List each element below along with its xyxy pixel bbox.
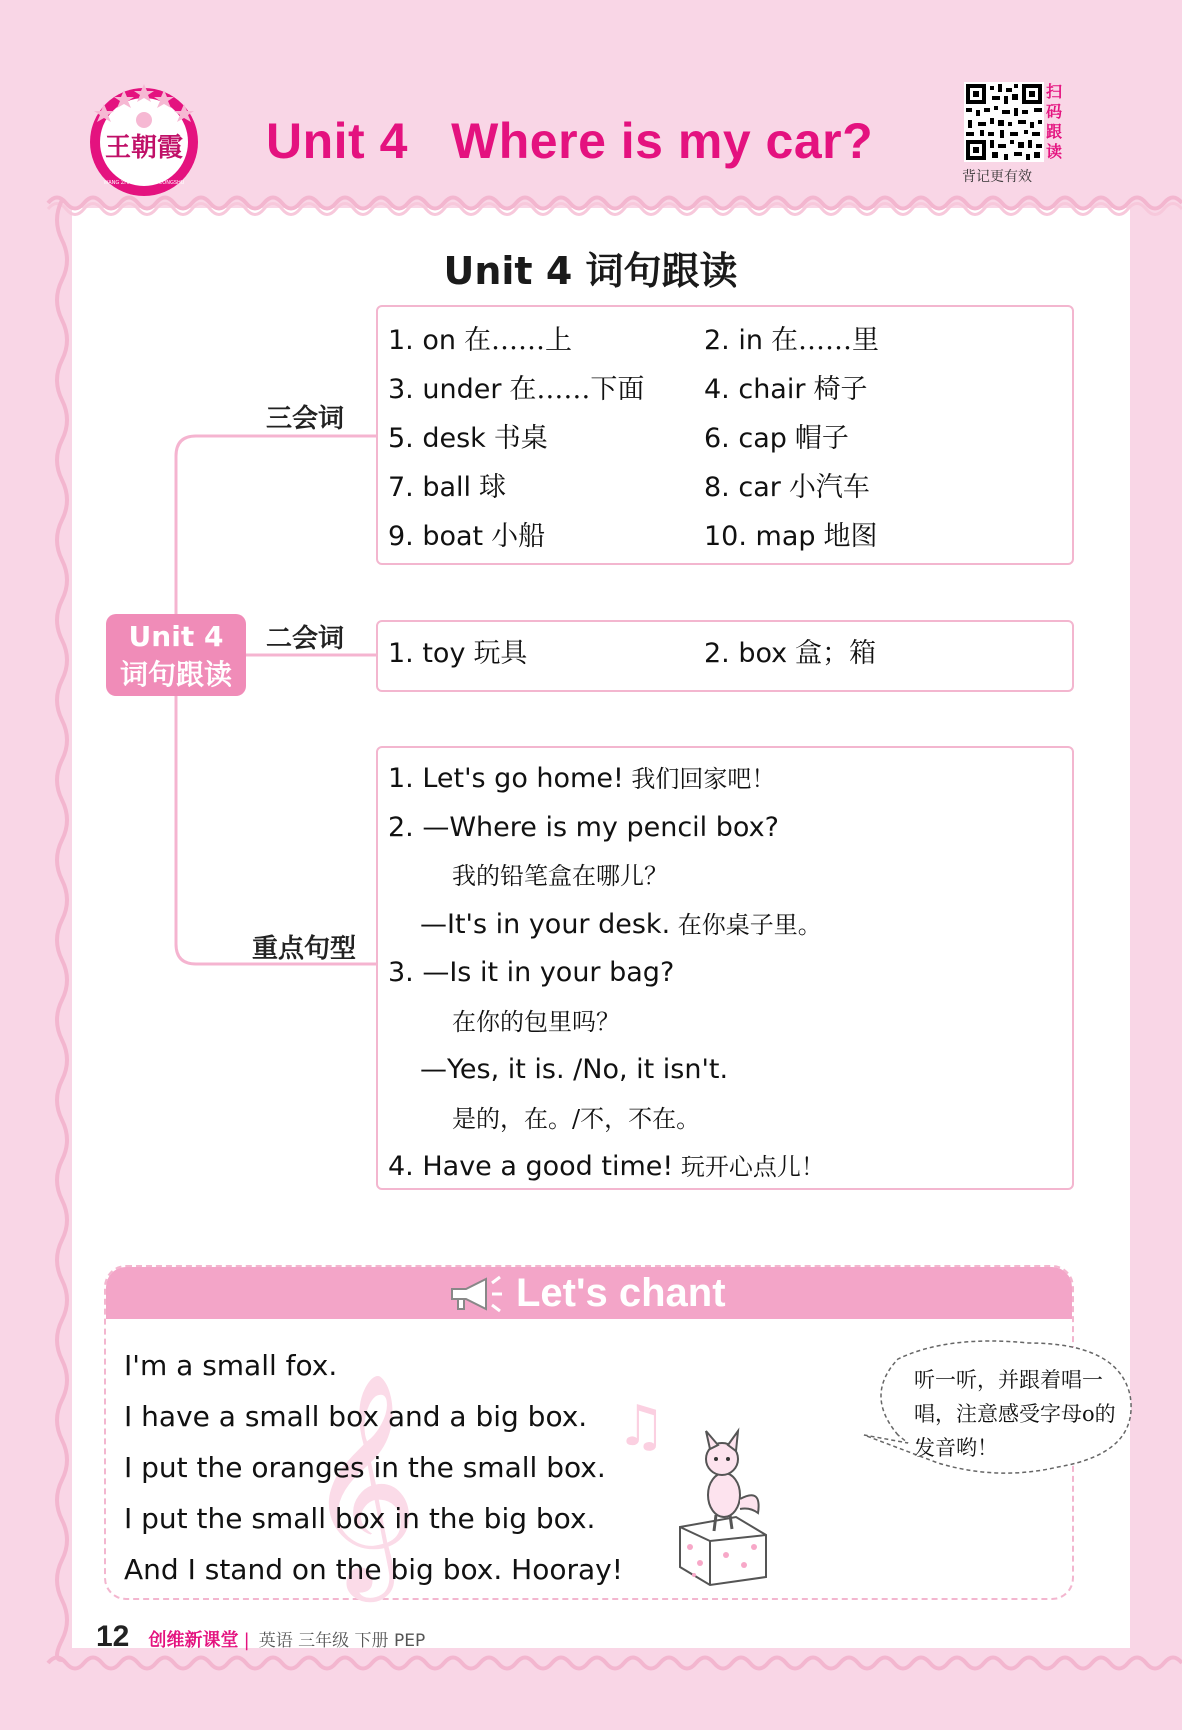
sentence-en: —It's in your desk. (420, 908, 671, 940)
root-line: Unit 4 (128, 620, 224, 653)
footer-separator: | (243, 1630, 250, 1651)
word-item (388, 419, 704, 468)
chant-line: And I stand on the big box. Hooray! (124, 1553, 623, 1586)
music-note-icon (616, 1393, 672, 1459)
word-en: 1. toy (388, 638, 466, 669)
fox-on-box-illustration (666, 1417, 776, 1587)
speech-bubble-text: 听一听，并跟着唱一唱，注意感受字母o的发音哟！ (914, 1368, 1116, 1460)
key-sentence-box (376, 746, 1074, 1190)
svg-text:♫: ♫ (616, 1394, 667, 1459)
sentence-line (378, 902, 1072, 951)
page-footer (96, 1620, 425, 1654)
qr-caption: 背记更有效 (962, 169, 1032, 185)
word-item (704, 634, 1044, 683)
word-en: 1. on (388, 325, 456, 356)
root-line: 词句跟读 (119, 658, 232, 691)
logo-subtext: WANG ZHAOXIA XILIE CONGSHU (103, 180, 185, 186)
page-number: 12 (96, 1620, 130, 1653)
sentence-cn: 玩开心点儿！ (673, 1153, 825, 1181)
word-cn: 在……上 (463, 325, 572, 356)
word-item (388, 370, 704, 419)
chant-line: I put the oranges in the small box. (124, 1451, 606, 1484)
word-cn: 在……下面 (509, 374, 645, 405)
sentence-line (378, 853, 1072, 902)
word-en: 8. car (704, 472, 781, 503)
word-item (704, 321, 1044, 370)
word-en: 4. chair (704, 374, 806, 405)
sentence-en: 4. Have a good time! (388, 1151, 674, 1182)
word-item (388, 468, 704, 517)
word-en: 9. boat (388, 521, 484, 552)
sentence-cn: 在你的包里吗？ (452, 1007, 620, 1036)
branch-label-two-skill: 二会词 (266, 624, 345, 654)
sentence-en: 2. —Where is my pencil box? (388, 811, 779, 843)
sentence-en: 3. —Is it in your bag? (388, 957, 675, 988)
sentence-line (378, 805, 1072, 854)
qr-label (1046, 82, 1068, 162)
word-item (388, 517, 704, 566)
word-en: 6. cap (704, 423, 787, 454)
word-item (704, 370, 1044, 419)
word-cn: 球 (479, 472, 507, 503)
three-skill-word-box (376, 305, 1074, 565)
word-en: 2. in (704, 325, 763, 356)
word-item (704, 419, 1044, 468)
left-wave-border (48, 200, 76, 1660)
sentence-cn: 我的铅笔盒在哪儿？ (452, 862, 668, 890)
word-en: 2. box (704, 638, 788, 669)
sentence-cn: 在你桌子里。 (670, 910, 822, 939)
sentence-cn: 是的，在。/不，不在。 (452, 1104, 701, 1133)
sentence-line (378, 950, 1072, 999)
sentence-line (378, 1144, 1072, 1193)
sentence-en: —Yes, it is. /No, it isn't. (420, 1054, 729, 1085)
chant-line: I'm a small fox. (124, 1349, 338, 1382)
qr-code-icon[interactable] (964, 82, 1044, 162)
page-title: Unit 4 Where is my car? (266, 113, 874, 169)
sentence-line (378, 756, 1072, 805)
branch-label-key-sentences: 重点句型 (252, 934, 357, 964)
word-cn: 在……里 (770, 325, 879, 356)
qr-label-char: 读 (1046, 142, 1063, 161)
word-cn: 玩具 (473, 638, 528, 669)
word-cn: 小汽车 (788, 472, 870, 503)
branch-label-three-skill: 三会词 (266, 404, 345, 434)
megaphone-icon (446, 1273, 506, 1315)
sentence-line (378, 1047, 1072, 1096)
series-name: 创维新课堂 (148, 1630, 239, 1651)
brand-logo (84, 78, 204, 198)
section-title: Unit 4 词句跟读 (443, 249, 738, 293)
sentence-line (378, 999, 1072, 1048)
qr-label-char: 跟 (1046, 122, 1063, 141)
book-meta: 英语 三年级 下册 PEP (258, 1631, 426, 1651)
sentence-cn: 我们回家吧！ (623, 765, 776, 793)
word-en: 3. under (388, 374, 502, 405)
chant-lines (124, 1343, 623, 1598)
word-item (388, 321, 704, 370)
word-en: 10. map (704, 521, 816, 552)
word-cn: 帽子 (794, 423, 849, 454)
word-cn: 地图 (823, 521, 878, 552)
word-en: 5. desk (388, 423, 486, 454)
qr-label-char: 码 (1046, 102, 1063, 121)
mindmap-root (106, 614, 246, 696)
word-cn: 椅子 (813, 374, 868, 405)
top-wave-border (48, 190, 1182, 216)
qr-label-char: 扫 (1046, 82, 1063, 101)
logo-text: 王朝霞 (104, 133, 184, 163)
chant-line: I have a small box and a big box. (124, 1400, 588, 1433)
chant-title: Let's chant (516, 1271, 726, 1315)
word-en: 7. ball (388, 472, 472, 503)
word-cn: 小船 (491, 521, 546, 552)
two-skill-word-box (376, 620, 1074, 692)
word-cn: 书桌 (493, 423, 548, 454)
word-item (704, 517, 1044, 566)
sentence-line (378, 1096, 1072, 1145)
chant-line: I put the small box in the big box. (124, 1502, 596, 1535)
word-item (704, 468, 1044, 517)
chant-header (106, 1267, 1072, 1319)
word-item (388, 634, 704, 683)
chant-section (104, 1265, 1116, 1600)
word-cn: 盒；箱 (795, 638, 877, 669)
sentence-en: 1. Let's go home! (388, 763, 624, 794)
svg-text:𝄞: 𝄞 (306, 1371, 419, 1592)
